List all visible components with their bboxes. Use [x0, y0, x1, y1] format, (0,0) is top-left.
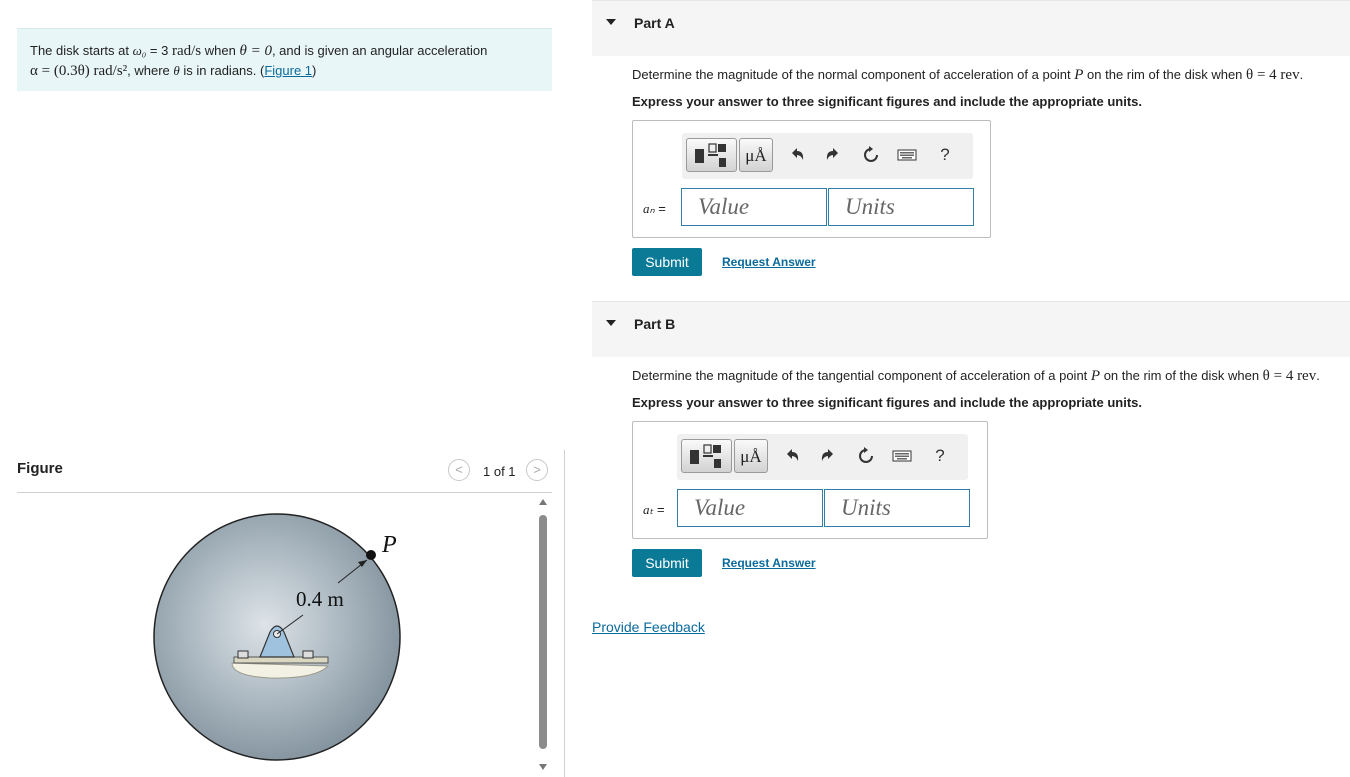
units-button[interactable]: [739, 138, 773, 172]
undo-icon[interactable]: [786, 146, 808, 167]
problem-statement: The disk starts at ω₀ = 3 rad/s when θ = 0, and is given an angular acceleration α = (0.3θ) rad/s², where θ is in radians. (Figure 1): [17, 28, 552, 91]
collapse-caret-icon[interactable]: [606, 19, 616, 25]
part-b-title: Part B: [634, 316, 676, 332]
collapse-caret-icon[interactable]: [606, 320, 616, 326]
undo-icon[interactable]: [781, 447, 803, 468]
figure-title: Figure: [17, 460, 63, 477]
scroll-down-arrow-icon[interactable]: [539, 764, 547, 770]
reset-icon[interactable]: [860, 146, 882, 169]
scroll-up-arrow-icon[interactable]: [539, 499, 547, 505]
point-p-label: P: [382, 532, 397, 558]
part-b-request-answer-link[interactable]: Request Answer: [722, 556, 816, 570]
part-a-toolbar: [682, 133, 973, 179]
radius-label: 0.4 m: [296, 587, 344, 611]
part-b-question: Determine the magnitude of the tangential component of acceleration of a point P on the rim of the disk when θ = 4 rev.: [632, 368, 1320, 384]
chevron-right-icon: >: [533, 462, 541, 477]
figure-pager-count: 1 of 1: [483, 464, 516, 479]
bolt-left-icon: [238, 651, 248, 658]
templates-button[interactable]: [686, 138, 737, 172]
bolt-right-icon: [303, 651, 313, 658]
templates-icon: [687, 139, 736, 171]
part-a-units-input[interactable]: Units: [828, 188, 974, 226]
part-a-question: Determine the magnitude of the normal component of acceleration of a point P on the rim of the disk when θ = 4 rev.: [632, 67, 1304, 83]
templates-button[interactable]: [681, 439, 732, 473]
figure-image: [120, 498, 420, 777]
keyboard-icon[interactable]: [891, 447, 913, 468]
part-b-header[interactable]: [592, 301, 1350, 357]
templates-icon: [682, 440, 731, 472]
part-a-request-answer-link[interactable]: Request Answer: [722, 255, 816, 269]
part-b-instruction: Express your answer to three significant figures and include the appropriate units.: [632, 395, 1142, 410]
omega0-symbol: ω₀: [132, 43, 147, 58]
reset-icon[interactable]: [855, 447, 877, 470]
part-a-instruction: Express your answer to three significant figures and include the appropriate units.: [632, 94, 1142, 109]
part-b-answer-box: [632, 421, 988, 539]
part-a-answer-box: [632, 120, 991, 238]
part-a-value-input[interactable]: Value: [681, 188, 827, 226]
alpha-expression: α = (0.3θ) rad/s²: [30, 63, 128, 79]
part-a-header[interactable]: [592, 0, 1350, 56]
units-icon: μÅ: [745, 146, 767, 165]
redo-icon[interactable]: [817, 447, 839, 468]
disk-figure: [120, 498, 420, 777]
part-b-toolbar: [677, 434, 968, 480]
scroll-thumb[interactable]: [539, 515, 547, 749]
chevron-left-icon: <: [455, 462, 463, 477]
point-p-marker: [366, 550, 376, 560]
help-icon[interactable]: ?: [940, 145, 950, 164]
units-button[interactable]: [734, 439, 768, 473]
previous-figure-button[interactable]: [448, 459, 470, 481]
part-b-units-input[interactable]: Units: [824, 489, 970, 527]
part-a-title: Part A: [634, 15, 675, 31]
figure-scrollbar[interactable]: [536, 497, 550, 777]
keyboard-icon[interactable]: [896, 146, 918, 167]
column-divider: [564, 450, 565, 777]
figure-header: [17, 458, 552, 493]
redo-icon[interactable]: [822, 146, 844, 167]
part-b-submit-button[interactable]: Submit: [632, 549, 702, 577]
figure-link[interactable]: Figure 1: [264, 63, 313, 78]
part-a-submit-button[interactable]: Submit: [632, 248, 702, 276]
help-icon[interactable]: ?: [935, 446, 945, 465]
part-b-value-input[interactable]: Value: [677, 489, 823, 527]
part-a-variable-label: aₙ =: [643, 201, 666, 216]
part-b-variable-label: aₜ =: [643, 502, 665, 517]
units-icon: μÅ: [740, 447, 762, 466]
provide-feedback-link[interactable]: Provide Feedback: [592, 619, 705, 635]
next-figure-button[interactable]: [526, 459, 548, 481]
